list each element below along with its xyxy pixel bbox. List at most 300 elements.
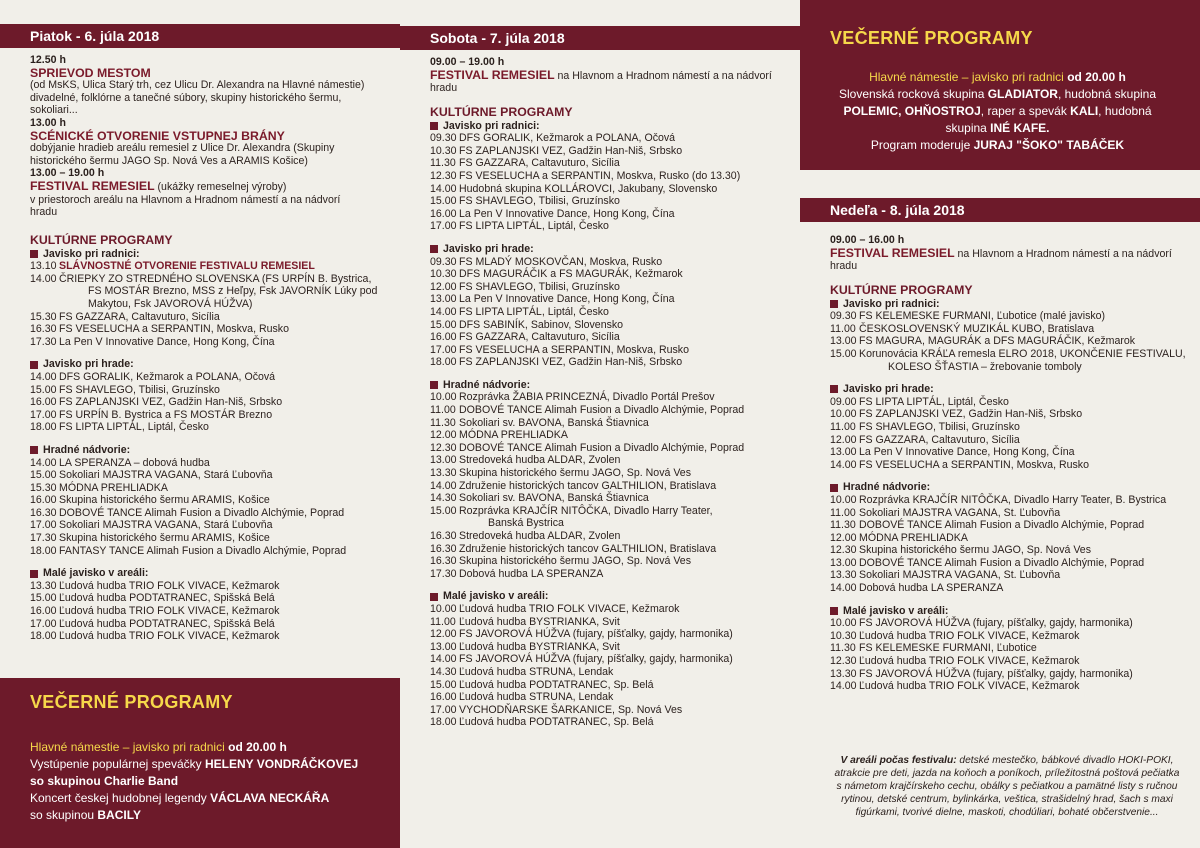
schedule-row <box>30 469 386 482</box>
schedule-text <box>859 519 1186 532</box>
schedule-time: 17.00 <box>430 343 457 356</box>
schedule-time: 17.30 <box>30 335 57 348</box>
schedule-row <box>430 691 786 704</box>
schedule-time: 14.00 <box>30 370 57 383</box>
schedule-row <box>30 618 386 631</box>
evening-line-2: Vystúpenie populárnej speváčky HELENY VONDRÁČKOVEJ <box>30 757 359 771</box>
schedule-row <box>430 555 786 568</box>
schedule-text <box>459 157 786 170</box>
schedule-text <box>859 434 1186 447</box>
event-line <box>30 180 386 194</box>
schedule-text <box>459 704 786 717</box>
schedule-text <box>859 421 1186 434</box>
schedule-time: 11.00 <box>830 506 856 519</box>
schedule-time: 14.30 <box>430 492 457 505</box>
schedule-desc: DOBOVÉ TANCE Alimah Fusion a Divadlo Alchýmie, Poprad <box>859 556 1145 569</box>
schedule-row <box>830 310 1186 323</box>
schedule-text <box>59 371 386 384</box>
venue-marker <box>30 361 38 369</box>
schedule-row <box>430 568 786 581</box>
schedule-row <box>30 605 386 618</box>
evening-line-5: Program moderuje JURAJ "ŠOKO" TABÁČEK <box>870 138 1125 152</box>
schedule-row <box>430 331 786 344</box>
schedule-time: 10.00 <box>830 408 857 421</box>
schedule-row <box>30 580 386 593</box>
schedule-desc: Ľudová hudba STRUNA, Lendak <box>459 665 614 678</box>
schedule-row <box>830 348 1186 361</box>
schedule-desc: FS LIPTA LIPTÁL, Liptál, Česko <box>459 305 609 318</box>
schedule-row <box>430 356 786 369</box>
schedule-row <box>430 170 786 183</box>
schedule-row <box>830 459 1186 472</box>
schedule-time: 16.30 <box>430 555 457 568</box>
evening-program-saturday <box>800 0 1200 170</box>
schedule-text <box>59 384 386 397</box>
schedule-text <box>859 335 1186 348</box>
schedule-time: 14.00 <box>430 305 457 318</box>
schedule-text <box>859 408 1186 421</box>
schedule-text <box>459 679 786 692</box>
schedule-time: 16.30 <box>30 323 57 336</box>
schedule-text <box>859 323 1186 336</box>
venue-header <box>30 444 386 457</box>
schedule-text <box>59 298 386 311</box>
evening-title: VEČERNÉ PROGRAMY <box>830 28 1033 48</box>
schedule-desc: ČRIEPKY ZO STREDNÉHO SLOVENSKA (FS URPÍN B. Bystrica, <box>59 272 372 285</box>
schedule-desc: MÓDNA PREHLIADKA <box>859 531 968 544</box>
venue-marker <box>830 385 838 393</box>
schedule-row <box>830 569 1186 582</box>
schedule-row <box>30 519 386 532</box>
schedule-row <box>830 323 1186 336</box>
schedule-time: 09.30 <box>430 255 457 268</box>
schedule-desc: FS LIPTA LIPTÁL, Liptál, Česko <box>59 421 209 434</box>
day-header-friday: Piatok - 6. júla 2018 <box>0 24 400 48</box>
schedule-time <box>30 285 59 298</box>
schedule-desc: Rozprávka KRAJČÍR NITÔČKA, Divadlo Harry Teater, <box>459 504 713 517</box>
schedule-desc: FS JAVOROVÁ HÚŽVA (fujary, píšťalky, gajdy, harmonika) <box>459 628 733 641</box>
venue-name: Javisko pri radnici: <box>43 247 140 260</box>
venue-header <box>430 120 786 133</box>
schedule-desc: Banská Bystrica <box>488 517 564 530</box>
schedule-time: 14.00 <box>30 272 57 285</box>
event-description: na Hlavnom a Hradnom námestí a na nádvorí <box>954 247 1172 260</box>
schedule-time: 14.00 <box>430 479 457 492</box>
schedule-row <box>430 517 786 530</box>
schedule-row <box>830 532 1186 545</box>
event-title: SCÉNICKÉ OTVORENIE VSTUPNEJ BRÁNY <box>30 128 285 143</box>
schedule-row <box>830 446 1186 459</box>
schedule-desc: DFS GORALIK, Kežmarok a POLANA, Očová <box>459 132 676 145</box>
schedule-time <box>30 298 59 311</box>
schedule-desc: Dobová hudba LA SPERANZA <box>859 582 1004 595</box>
event-title: FESTIVAL REMESIEL <box>430 67 555 82</box>
schedule-text <box>459 391 786 404</box>
schedule-text <box>859 569 1186 582</box>
schedule-row <box>430 145 786 158</box>
event-description: hradu <box>430 82 458 95</box>
venue-header <box>430 590 786 603</box>
schedule-row <box>430 208 786 221</box>
schedule-time: 14.00 <box>830 582 857 595</box>
evening-line-2: Slovenská rocková skupina GLADIATOR, hudobná skupina <box>838 87 1157 101</box>
schedule-time: 10.00 <box>830 493 857 506</box>
schedule-desc: Hudobná skupina KOLLÁROVCI, Jakubany, Slovensko <box>459 182 718 195</box>
schedule-desc: Skupina historického šermu ARAMIS, Košice <box>59 532 270 545</box>
schedule-row <box>830 361 1186 374</box>
schedule-row <box>430 628 786 641</box>
schedule-time: 17.00 <box>430 703 457 716</box>
schedule-row <box>830 668 1186 681</box>
schedule-row <box>430 268 786 281</box>
schedule-time: 18.00 <box>430 356 457 369</box>
schedule-time: 13.00 <box>430 640 457 653</box>
schedule-time: 17.30 <box>30 532 57 545</box>
event-title: FESTIVAL REMESIEL <box>830 245 955 260</box>
event-description: dobýjanie hradieb areálu remesiel z Ulice Dr. Alexandra (Skupiny <box>30 142 335 155</box>
schedule-row <box>30 532 386 545</box>
schedule-time: 16.00 <box>430 207 457 220</box>
schedule-desc: Ľudová hudba TRIO FOLK VIVACE, Kežmarok <box>459 602 680 615</box>
schedule-row <box>430 603 786 616</box>
schedule-desc: DOBOVÉ TANCE Alimah Fusion a Divadlo Alchýmie, Poprad <box>459 441 745 454</box>
schedule-time: 13.10 <box>30 260 57 273</box>
schedule-desc: MÓDNA PREHLIADKA <box>459 429 568 442</box>
note-line: rytinou, detské centrum, bylinkárka, veštica, strašidelný hrad, šach s maxi <box>841 794 1173 805</box>
event-description: hradu <box>30 206 58 219</box>
event-line <box>830 247 1186 261</box>
schedule-text <box>59 507 386 520</box>
venue-name: Javisko pri hrade: <box>843 383 934 396</box>
schedule-text <box>459 442 786 455</box>
schedule-text <box>59 311 386 324</box>
schedule-desc: FS GAZZARA, Caltavuturo, Sicília <box>59 310 220 323</box>
schedule-text <box>459 492 786 505</box>
festival-note: V areáli počas festivalu: detské mestečko, bábkové divadlo HOKI-POKI, atrakcie pre deti, jazda na koňoch a poníkoch, príležitostná poštová pečiatka s námetom krajčírskeho cechu, obálky s pečiatkou a pamätné listy s ručnou rytinou, detské centrum, bylinkárka, veštica, strašidelný hrad, šach s maxi figúrkami, tvorivé dielne, maskoti, chodúliari, bohaté občerstvenie... <box>834 755 1180 818</box>
venue-name: Javisko pri radnici: <box>443 119 540 132</box>
schedule-desc: FS SHAVLEGO, Tbilisi, Gruzínsko <box>859 420 1020 433</box>
schedule-text <box>459 467 786 480</box>
schedule-row <box>430 429 786 442</box>
schedule-text <box>859 557 1186 570</box>
schedule-row <box>430 195 786 208</box>
schedule-row <box>30 409 386 422</box>
schedule-row <box>830 494 1186 507</box>
schedule-desc: DFS GORALIK, Kežmarok a POLANA, Očová <box>59 370 276 383</box>
venue-marker <box>830 484 838 492</box>
schedule-row <box>430 666 786 679</box>
schedule-text <box>59 260 386 273</box>
venue-header <box>830 605 1186 618</box>
venue-marker <box>430 245 438 253</box>
schedule-time: 11.30 <box>430 416 456 429</box>
saturday-intro <box>430 56 786 95</box>
event-description: (ukážky remeselnej výroby) <box>154 180 287 193</box>
schedule-time: 11.00 <box>830 322 856 335</box>
schedule-desc: Skupina historického šermu JAGO, Sp. Nová Ves <box>459 555 691 568</box>
schedule-text <box>859 507 1186 520</box>
schedule-text <box>859 494 1186 507</box>
venue-header <box>30 248 386 261</box>
schedule-time: 15.00 <box>30 469 57 482</box>
schedule-desc: Ľudová hudba PODTATRANEC, Sp. Belá <box>459 716 654 729</box>
schedule-time: 13.00 <box>830 556 857 569</box>
section-title: KULTÚRNE PROGRAMY <box>430 105 573 119</box>
schedule-time: 11.30 <box>830 642 856 655</box>
schedule-desc: VYCHODŇARSKE ŠARKANICE, Sp. Nová Ves <box>459 703 683 716</box>
schedule-text <box>59 532 386 545</box>
section-title: KULTÚRNE PROGRAMY <box>30 233 173 247</box>
schedule-row <box>30 545 386 558</box>
schedule-time: 14.30 <box>430 665 457 678</box>
event-description: na Hlavnom a Hradnom námestí a na nádvorí <box>554 69 772 82</box>
schedule-text <box>859 459 1186 472</box>
schedule-time: 13.00 <box>430 454 457 467</box>
schedule-row <box>30 507 386 520</box>
schedule-text <box>859 668 1186 681</box>
schedule-time: 10.00 <box>830 617 857 630</box>
schedule-row <box>430 653 786 666</box>
schedule-text <box>59 457 386 470</box>
schedule-row <box>430 344 786 357</box>
schedule-desc: Stredoveká hudba ALDAR, Zvolen <box>459 530 621 542</box>
schedule-desc: Sokoliari MAJSTRA VAGANA, Stará Ľubovňa <box>59 519 273 532</box>
sunday-cultural-programs <box>830 284 1186 693</box>
schedule-text <box>59 545 386 558</box>
schedule-time: 18.00 <box>30 421 57 434</box>
schedule-text <box>459 653 786 666</box>
schedule-text <box>59 421 386 434</box>
schedule-time: 09.00 <box>830 395 857 408</box>
schedule-time <box>430 517 459 530</box>
evening-location: Hlavné námestie – javisko pri radnici od 20.00 h <box>869 70 1126 84</box>
schedule-text <box>59 285 386 298</box>
schedule-row <box>30 630 386 643</box>
schedule-time: 16.00 <box>430 331 457 344</box>
venue-name: Malé javisko v areáli: <box>843 604 949 617</box>
schedule-text <box>59 592 386 605</box>
schedule-time: 11.00 <box>430 615 456 628</box>
schedule-text <box>859 532 1186 545</box>
schedule-time: 11.30 <box>430 157 456 170</box>
schedule-desc: DOBOVÉ TANCE Alimah Fusion a Divadlo Alchýmie, Poprad <box>59 506 345 519</box>
schedule-desc: Ľudová hudba BYSTRIANKA, Svit <box>459 615 620 628</box>
schedule-text <box>59 396 386 409</box>
schedule-text <box>59 494 386 507</box>
note-line: s námetom krajčírskeho cechu, obálky s pečiatkou a pamätné listy s ručnou <box>836 781 1178 792</box>
schedule-desc: FS MAGURA, MAGURÁK a DFS MAGURÁČIK, Kežmarok <box>859 335 1136 348</box>
schedule-text <box>459 306 786 319</box>
day-header-saturday: Sobota - 7. júla 2018 <box>400 26 800 50</box>
schedule-desc: FS VESELUCHA a SERPANTIN, Moskva, Rusko (do 13.30) <box>459 169 741 182</box>
schedule-row <box>830 544 1186 557</box>
schedule-desc: Ľudová hudba PODTATRANEC, Sp. Belá <box>459 678 654 691</box>
schedule-text <box>859 655 1186 668</box>
schedule-desc: FS JAVOROVÁ HÚŽVA (fujary, píšťalky, gajdy, harmonika) <box>459 653 733 666</box>
schedule-time: 17.00 <box>30 408 57 421</box>
schedule-time: 18.00 <box>30 544 57 557</box>
evening-line-4: skupina INÉ KAFE. <box>945 121 1050 135</box>
venue-name: Hradné nádvorie: <box>843 481 931 494</box>
schedule-text <box>59 273 386 286</box>
venue-header <box>430 243 786 256</box>
event-description: historického šermu JAGO Sp. Nová Ves a ARAMIS Košice) <box>30 154 308 167</box>
schedule-desc: Ľudová hudba TRIO FOLK VIVACE, Kežmarok <box>59 630 280 643</box>
schedule-time: 10.30 <box>430 144 457 157</box>
schedule-text <box>459 281 786 294</box>
venue-marker <box>830 607 838 615</box>
schedule-text <box>59 409 386 422</box>
schedule-time: 16.30 <box>430 542 457 555</box>
schedule-text <box>859 446 1186 459</box>
schedule-row <box>30 592 386 605</box>
schedule-row <box>830 617 1186 630</box>
schedule-desc: Ľudová hudba TRIO FOLK VIVACE, Kežmarok <box>859 655 1080 668</box>
schedule-desc: DOBOVÉ TANCE Alimah Fusion a Divadlo Alchýmie, Poprad <box>859 519 1145 532</box>
schedule-row <box>430 442 786 455</box>
schedule-desc: FS VESELUCHA a SERPANTIN, Moskva, Rusko <box>459 343 689 356</box>
schedule-time: 16.00 <box>30 605 57 618</box>
schedule-text <box>459 417 786 430</box>
schedule-row <box>30 311 386 324</box>
schedule-text <box>459 454 786 467</box>
schedule-row <box>430 157 786 170</box>
schedule-row <box>430 319 786 332</box>
schedule-time: 16.00 <box>430 691 457 704</box>
schedule-desc: DOBOVÉ TANCE Alimah Fusion a Divadlo Alchýmie, Poprad <box>459 404 745 417</box>
schedule-desc: DFS SABINÍK, Sabinov, Slovensko <box>459 318 624 331</box>
event-line <box>430 69 786 83</box>
schedule-text <box>459 480 786 493</box>
schedule-row <box>430 391 786 404</box>
schedule-time: 12.00 <box>430 280 457 293</box>
schedule-row <box>830 680 1186 693</box>
note-line: atrakcie pre deti, jazda na koňoch a poníkoch, príležitostná poštová pečiatka <box>834 768 1180 779</box>
schedule-time: 12.30 <box>830 655 857 668</box>
schedule-time: 16.00 <box>30 396 57 409</box>
event-title: FESTIVAL REMESIEL <box>30 178 155 193</box>
schedule-time: 11.30 <box>830 519 856 532</box>
schedule-row <box>430 293 786 306</box>
schedule-text <box>459 641 786 654</box>
venue-name: Hradné nádvorie: <box>443 378 531 391</box>
schedule-text <box>459 319 786 332</box>
schedule-text <box>459 183 786 196</box>
event-description: hradu <box>830 260 858 273</box>
schedule-row <box>830 655 1186 668</box>
venue-name: Hradné nádvorie: <box>43 443 131 456</box>
day-header-sunday: Nedeľa - 8. júla 2018 <box>800 198 1200 222</box>
schedule-row <box>830 408 1186 421</box>
schedule-time: 16.30 <box>30 506 57 519</box>
schedule-desc: FS VESELUCHA a SERPANTIN, Moskva, Rusko <box>59 323 289 336</box>
schedule-desc: FS SHAVLEGO, Tbilisi, Gruzínsko <box>59 383 220 396</box>
venue-header <box>830 383 1186 396</box>
evening-line-4: Koncert českej hudobnej legendy VÁCLAVA NECKÁŘA <box>30 791 330 805</box>
schedule-desc: Ľudová hudba TRIO FOLK VIVACE, Kežmarok <box>859 680 1080 693</box>
venue-marker <box>430 122 438 130</box>
schedule-desc: FS ZAPLANJSKI VEZ, Gadžin Han-Niš, Srbsko <box>59 396 283 409</box>
schedule-text <box>459 293 786 306</box>
schedule-desc: Ľudová hudba STRUNA, Lendak <box>459 691 614 704</box>
schedule-time: 13.30 <box>830 569 857 582</box>
schedule-text <box>459 568 786 581</box>
schedule-desc: FS KELEMESKE FURMANI, Ľubotice (malé javisko) <box>859 310 1106 323</box>
venue-header <box>30 567 386 580</box>
schedule-row <box>830 519 1186 532</box>
schedule-time: 16.00 <box>30 494 57 507</box>
venue-name: Javisko pri hrade: <box>443 242 534 255</box>
schedule-text <box>859 680 1186 693</box>
schedule-desc: Skupina historického šermu ARAMIS, Košice <box>59 494 270 507</box>
schedule-row <box>430 417 786 430</box>
schedule-row <box>430 505 786 518</box>
schedule-time: 13.30 <box>430 467 457 480</box>
schedule-time: 13.30 <box>30 579 57 592</box>
schedule-row <box>430 454 786 467</box>
schedule-desc: Sokoliari MAJSTRA VAGANA, Stará Ľubovňa <box>59 469 273 482</box>
schedule-time: 10.30 <box>430 268 457 281</box>
schedule-text <box>859 617 1186 630</box>
schedule-text <box>859 310 1186 323</box>
schedule-desc: FS JAVOROVÁ HÚŽVA (fujary, píšťalky, gajdy, harmonika) <box>859 617 1133 630</box>
schedule-time: 17.00 <box>30 519 57 532</box>
schedule-text <box>859 582 1186 595</box>
schedule-text <box>59 336 386 349</box>
venue-header <box>830 298 1186 311</box>
schedule-text <box>459 505 786 518</box>
schedule-row <box>830 421 1186 434</box>
schedule-time: 12.00 <box>830 531 857 544</box>
schedule-row <box>830 434 1186 447</box>
schedule-row <box>430 183 786 196</box>
sunday-intro <box>830 234 1186 273</box>
schedule-text <box>859 544 1186 557</box>
schedule-time: 10.00 <box>430 391 457 404</box>
schedule-desc: FS ZAPLANJSKI VEZ, Gadžin Han-Niš, Srbsko <box>859 408 1083 421</box>
schedule-text <box>459 628 786 641</box>
schedule-desc: FANTASY TANCE Alimah Fusion a Divadlo Alchýmie, Poprad <box>59 544 347 557</box>
schedule-desc: Ľudová hudba PODTATRANEC, Spišská Belá <box>59 617 275 630</box>
schedule-text <box>459 356 786 369</box>
schedule-text <box>459 145 786 158</box>
schedule-time: 15.00 <box>430 318 457 331</box>
schedule-time: 15.00 <box>430 195 457 208</box>
venue-header <box>430 379 786 392</box>
evening-line-3: so skupinou Charlie Band <box>30 774 179 788</box>
schedule-time: 15.00 <box>430 504 457 517</box>
schedule-text <box>859 361 1186 374</box>
schedule-row <box>430 616 786 629</box>
schedule-desc: KOLESO ŠŤASTIA – žrebovanie tomboly <box>888 360 1082 373</box>
schedule-row <box>830 396 1186 409</box>
time-label: 13.00 – 19.00 h <box>30 167 105 180</box>
schedule-row <box>830 582 1186 595</box>
schedule-row <box>30 298 386 311</box>
schedule-row <box>430 530 786 543</box>
schedule-text <box>59 469 386 482</box>
friday-cultural-programs <box>30 234 386 643</box>
schedule-desc: FS VESELUCHA a SERPANTIN, Moskva, Rusko <box>859 458 1089 471</box>
schedule-time: 12.00 <box>830 433 857 446</box>
schedule-row <box>830 507 1186 520</box>
schedule-time: 10.00 <box>430 602 457 615</box>
schedule-time: 13.00 <box>430 293 457 306</box>
schedule-time: 10.30 <box>830 629 857 642</box>
evening-line-5: so skupinou BACILY <box>30 808 141 822</box>
schedule-desc: FS ZAPLANJSKI VEZ, Gadžin Han-Niš, Srbsko <box>459 144 683 157</box>
schedule-row <box>830 642 1186 655</box>
